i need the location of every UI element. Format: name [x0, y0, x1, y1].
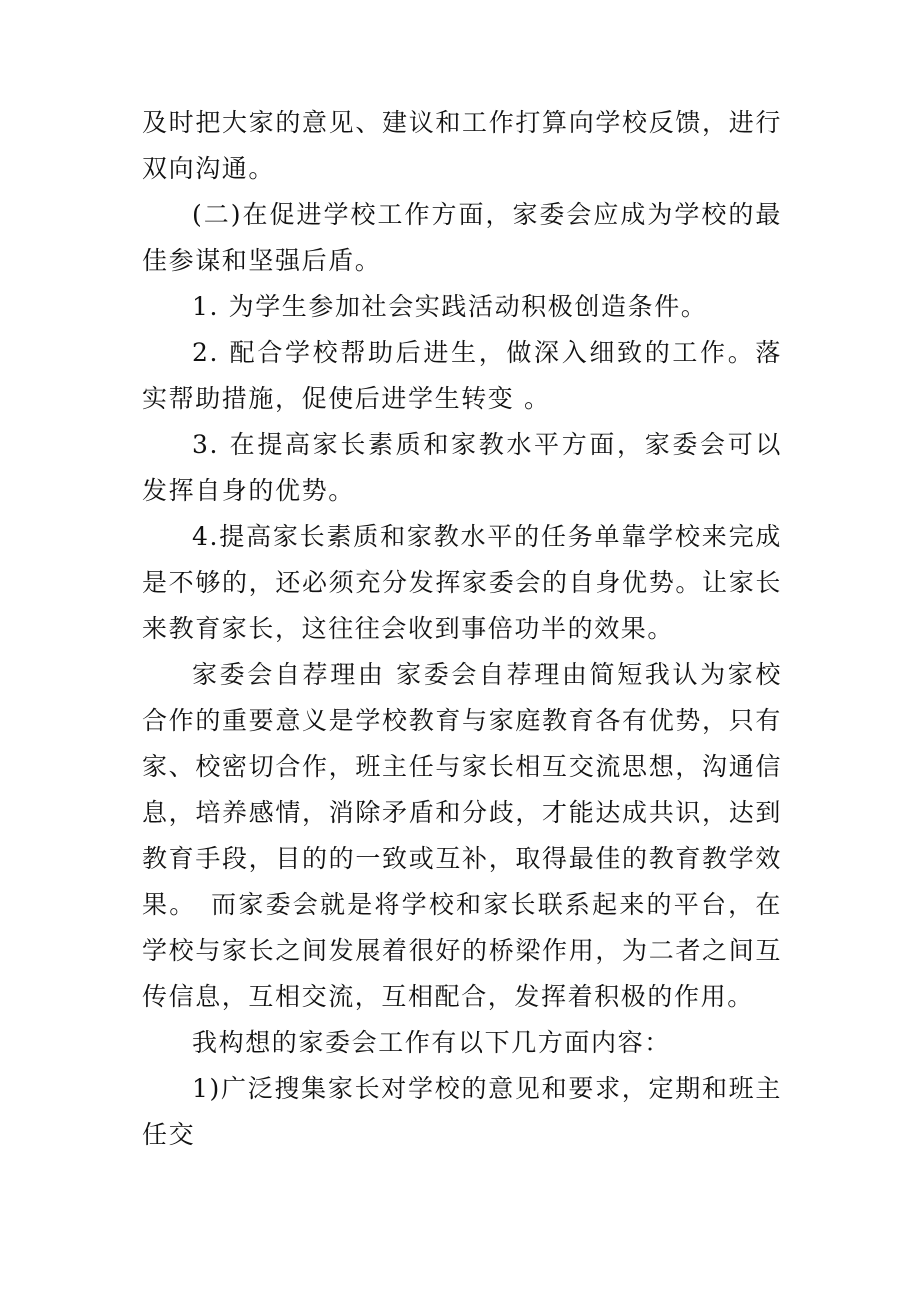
- paragraph-section-two-heading: (二)在促进学校工作方面，家委会应成为学校的最佳参谋和坚强后盾。: [142, 200, 782, 275]
- paragraph-self-recommendation: 家委会自荐理由 家委会自荐理由简短我认为家校合作的重要意义是学校教育与家庭教育各有优势，只有家、校密切合作，班主任与家长相互交流思想，沟通信息，培养感情，消除矛盾和分歧，才能达成共识，达到教育手段，目的的一致或互补，取得最佳的教育教学效果。 而家委会就是将学校和家长联系起来的平台，在学校与家长之间发展着很好的桥梁作用，为二者之间互传信息，互相交流，互相配合，发挥着积极的作用。: [142, 660, 782, 1011]
- paragraph-feedback-continuation: 及时把大家的意见、建议和工作打算向学校反馈，进行双向沟通。: [142, 108, 782, 183]
- paragraph-item-1: 1. 为学生参加社会实践活动积极创造条件。: [192, 292, 708, 321]
- paragraph-plan-item-1: 1)广泛搜集家长对学校的意见和要求，定期和班主任交: [142, 1074, 782, 1149]
- document-body: [142, 100, 782, 1158]
- paragraph-work-plan-intro: 我构想的家委会工作有以下几方面内容：: [192, 1028, 671, 1057]
- paragraph-item-4: 4.提高家长素质和家教水平的任务单靠学校来完成是不够的，还必须充分发挥家委会的自身优势。让家长来教育家长，这往往会收到事倍功半的效果。: [142, 522, 782, 643]
- paragraph-item-3: 3. 在提高家长素质和家教水平方面，家委会可以发挥自身的优势。: [142, 430, 782, 505]
- paragraph-item-2: 2. 配合学校帮助后进生，做深入细致的工作。落实帮助措施，促使后进学生转变 。: [142, 338, 782, 413]
